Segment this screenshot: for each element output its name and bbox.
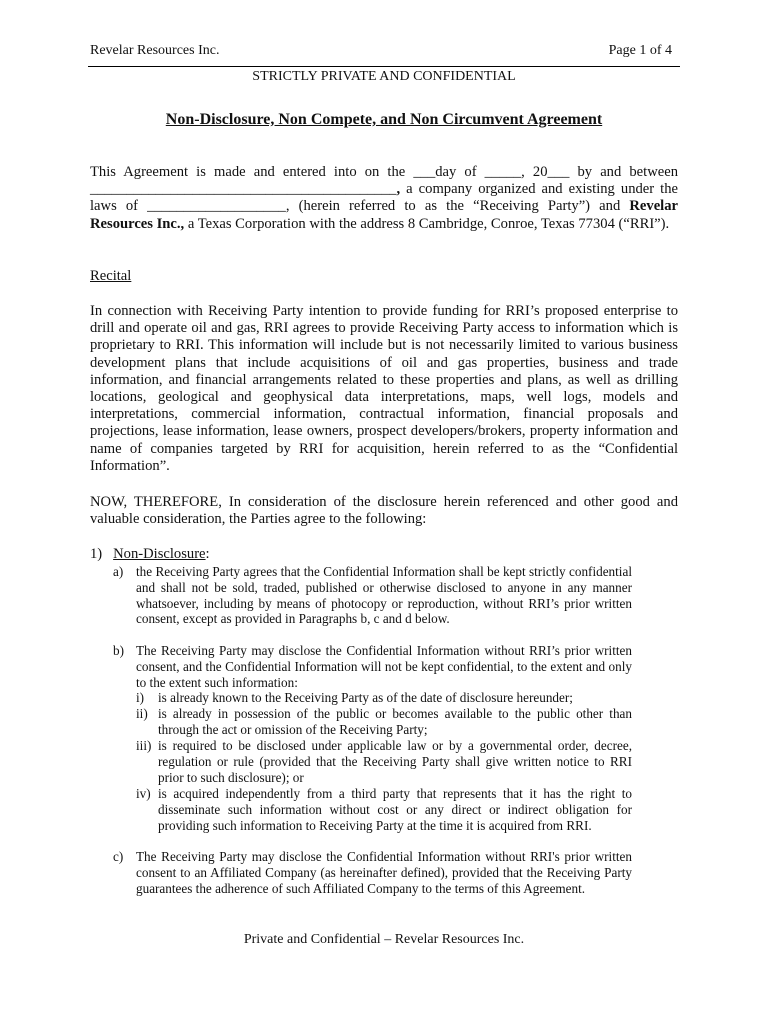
intro-comma: , (396, 181, 401, 198)
sub-item-label: i) (136, 690, 145, 705)
sub-item-text: is required to be disclosed under applicable law or by a governmental order, decree, regulation or rule (provided that the Receiving Party shall give written notice to RRI prior to such disclosure); or (158, 738, 632, 785)
recital-heading: Recital (90, 268, 132, 284)
sub-item-text: is already in possession of the public or becomes available to the public other than through the act or omission of the Receiving Party; (158, 706, 632, 737)
intro-paragraph (90, 164, 678, 233)
clause-c-label: c) (113, 849, 124, 864)
recital-paragraph: In connection with Receiving Party intention to provide funding for RRI’s proposed enterprise to drill and operate oil and gas, RRI agrees to provide Receiving Party access to information which is proprietary to RRI. This information will include but is not necessarily limited to various business development plans that include acquisitions of oil and gas properties, business and trade information, and financial arrangements related to these properties and plans, as well as drilling locations, geological and geophysical data interpretations, maps, well logs, models and interpretations, commercial information, contractual information, financial proposals and projections, lease information, lease owners, prospect developers/brokers, property information and name of companies targeted by RRI for acquisition, herein referred to as the “Confidential Information”. (90, 303, 678, 474)
section-1-number: 1) (90, 546, 103, 562)
section-1-heading (90, 546, 678, 563)
section-1-title: Non-Disclosure (113, 546, 206, 562)
page-footer: Private and Confidential – Revelar Resources Inc. (243, 932, 525, 947)
clause-c-text: The Receiving Party may disclose the Confidential Information without RRI's prior written consent to an Affiliated Company (as hereinafter defined), provided that the Receiving Party guarantees the adherence of such Affiliated Company to the terms of this Agreement. (136, 849, 632, 896)
clause-b-label: b) (113, 643, 124, 658)
intro-rri-name: Revelar Resources Inc., (90, 198, 678, 232)
now-therefore-paragraph: NOW, THEREFORE, In consideration of the disclosure herein referenced and other good and valuable consideration, the Parties agree to the following: (90, 494, 678, 528)
confidential-banner: STRICTLY PRIVATE AND CONFIDENTIAL (252, 69, 516, 84)
intro-text-3: a Texas Corporation with the address 8 Cambridge, Conroe, Texas 77304 (“RRI”). (184, 215, 670, 232)
intro-text-2: a company organized and existing under the laws of ___________________, (herein referred to as the “Receiving Party”) and (90, 181, 678, 215)
clause-b-text: The Receiving Party may disclose the Confidential Information without RRI’s prior written consent, and the Confidential Information will not be kept confidential, to the extent and only to the extent such information: (136, 643, 632, 690)
section-1-colon: : (205, 546, 210, 562)
sub-item-label: iv) (136, 786, 151, 801)
page-number: Page 1 of 4 (608, 43, 672, 58)
intro-text-1: This Agreement is made and entered into on the ___day of _____, 20___ by and between __________________________________________ (90, 164, 678, 198)
sub-item-label: ii) (136, 706, 148, 721)
sub-item-label: iii) (136, 738, 152, 753)
clause-a-text: the Receiving Party agrees that the Confidential Information shall be kept strictly confidential and shall not be sold, traded, published or otherwise disclosed to anyone in any manner whatsoever, including by means of photocopy or reproduction, without RRI’s prior written consent, except as provided in Paragraphs b, c and d below. (136, 564, 632, 627)
header-company: Revelar Resources Inc. (90, 43, 220, 58)
sub-item-text: is acquired independently from a third party that represents that it has the right to disseminate such information without cost or any direct or indirect obligation for providing such information to Receiving Party at the time it is acquired from RRI. (158, 786, 632, 833)
sub-item-text: is already known to the Receiving Party as of the date of disclosure hereunder; (158, 690, 573, 705)
document-title: Non-Disclosure, Non Compete, and Non Circumvent Agreement (165, 111, 603, 128)
clause-a-label: a) (113, 564, 124, 579)
header-divider (88, 66, 680, 67)
